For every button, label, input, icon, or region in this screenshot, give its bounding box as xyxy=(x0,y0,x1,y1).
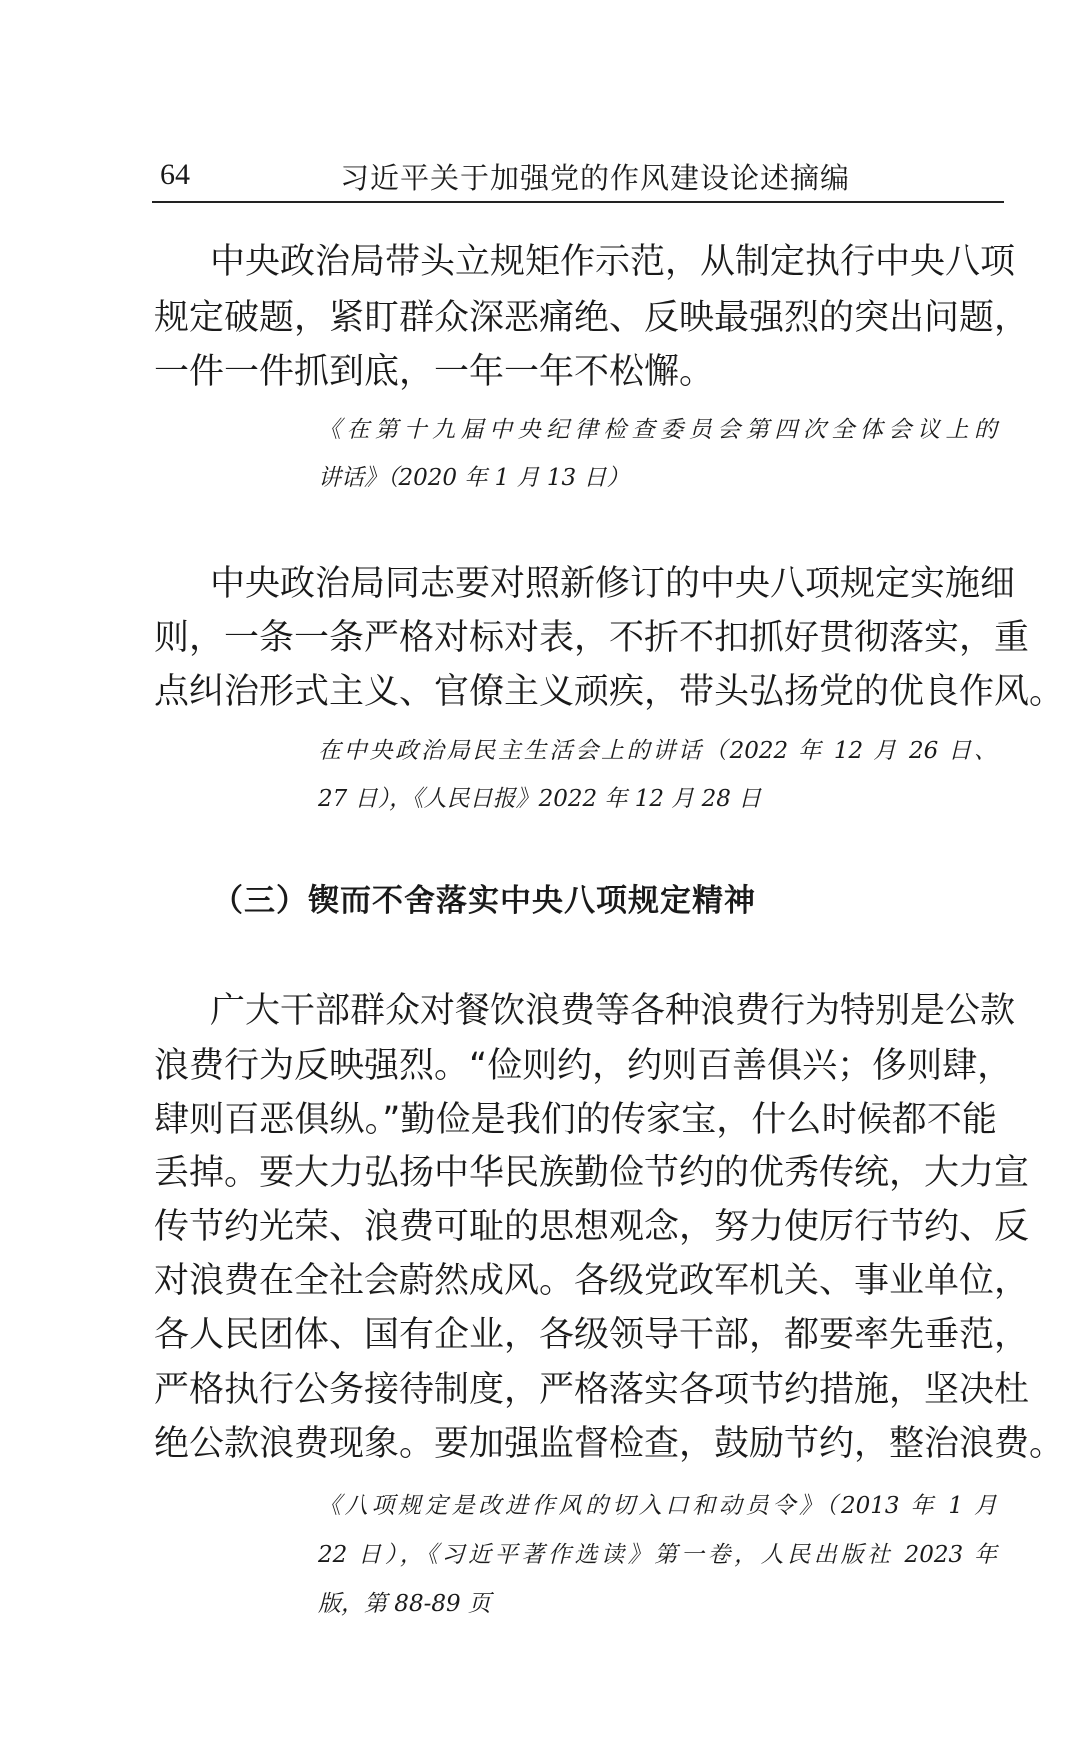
citation-line: 在中央政治局民主生活会上的讲话（2022 年 12 月 26 日、 xyxy=(318,738,997,764)
text-line: 对浪费在全社会蔚然成风。各级党政军机关、事业单位， xyxy=(154,1261,1030,1301)
text-line: 规定破题，紧盯群众深恶痛绝、反映最强烈的突出问题， xyxy=(154,298,1030,338)
text-line: 丢掉。要大力弘扬中华民族勤俭节约的优秀传统，大力宣 xyxy=(154,1153,1030,1193)
citation-line: 讲话》（2020 年 1 月 13 日） xyxy=(318,465,630,491)
text-line: 浪费行为反映强烈。“俭则约，约则百善俱兴；侈则肆， xyxy=(154,1046,1013,1086)
text-line: 广大干部群众对餐饮浪费等各种浪费行为特别是公款 xyxy=(210,991,1016,1031)
section-heading: （三）锲而不舍落实中央八项规定精神 xyxy=(212,883,756,919)
citation-line: 《八项规定是改进作风的切入口和动员令》（2013 年 1 月 xyxy=(318,1493,997,1519)
book-title: 习近平关于加强党的作风建设论述摘编 xyxy=(340,161,851,195)
text-line: 点纠治形式主义、官僚主义顽疾，带头弘扬党的优良作风。 xyxy=(154,672,1065,712)
text-line: 中央政治局带头立规矩作示范，从制定执行中央八项 xyxy=(210,242,1016,282)
citation-line: 《在第十九届中央纪律检查委员会第四次全体会议上的 xyxy=(318,417,997,443)
text-line: 中央政治局同志要对照新修订的中央八项规定实施细 xyxy=(210,564,1016,604)
header-rule xyxy=(152,201,1004,203)
citation-line: 27 日），《人民日报》2022 年 12 月 28 日 xyxy=(318,786,762,812)
text-line: 一件一件抓到底，一年一年不松懈。 xyxy=(154,352,715,392)
text-line: 则，一条一条严格对标对表，不折不扣抓好贯彻落实，重 xyxy=(154,618,1030,658)
text-line: 肆则百恶俱纵。”勤俭是我们的传家宝，什么时候都不能 xyxy=(154,1100,997,1140)
page-number: 64 xyxy=(160,158,190,191)
text-line: 严格执行公务接待制度，严格落实各项节约措施，坚决杜 xyxy=(154,1370,1030,1410)
text-line: 绝公款浪费现象。要加强监督检查，鼓励节约，整治浪费。 xyxy=(154,1424,1065,1464)
text-line: 传节约光荣、浪费可耻的思想观念，努力使厉行节约、反 xyxy=(154,1207,1030,1247)
citation-line: 版，第 88-89 页 xyxy=(318,1591,491,1617)
citation-line: 22 日），《习近平著作选读》第一卷，人民出版社 2023 年 xyxy=(318,1542,997,1568)
text-line: 各人民团体、国有企业，各级领导干部，都要率先垂范， xyxy=(154,1315,1030,1355)
